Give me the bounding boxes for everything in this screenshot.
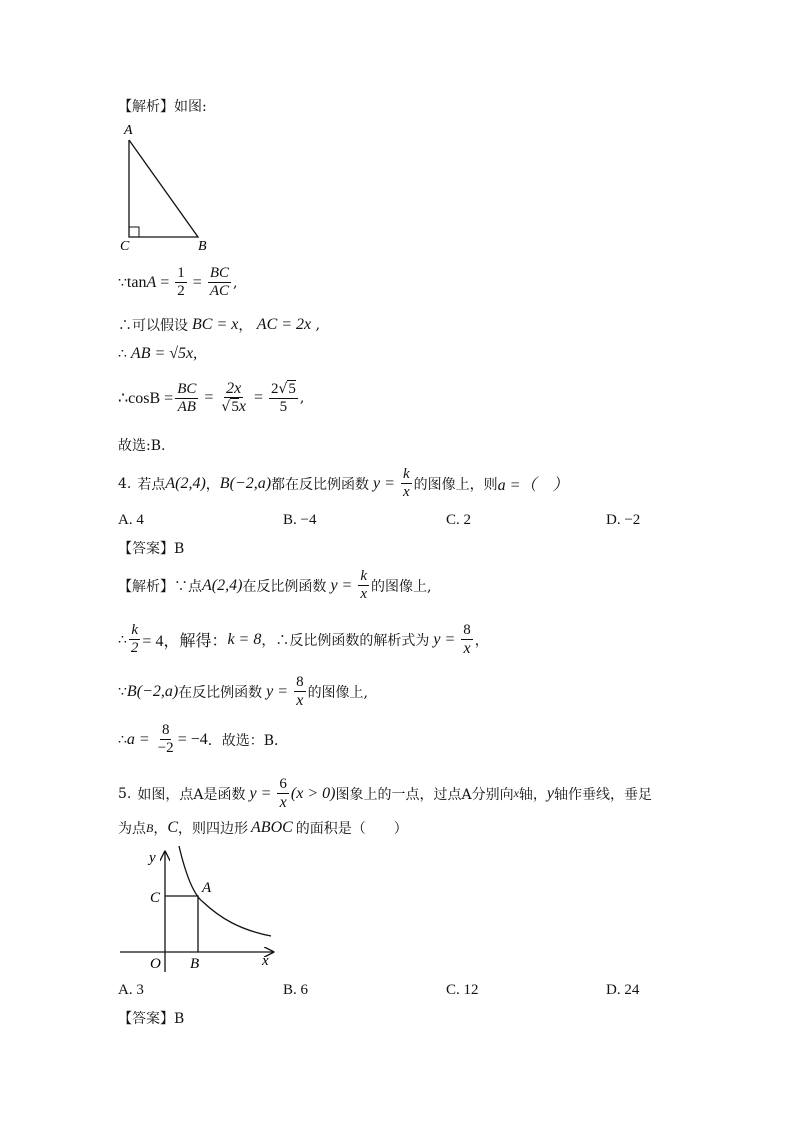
ab-line: ∴ AB = √5x, [118,345,198,362]
tan-equation: ∵ tan A = $\frac{1}{2}$ = $\frac{BC}{AC}$ , [118,265,238,299]
q5-options [118,982,678,1004]
cos-equation: ∴cosB = $\frac{BC}{AB}$ = $\frac{2x}{√5x}$ = $\frac{2√5}{5}$ , [118,380,305,415]
q4-options [118,512,678,534]
point-a-label: A [202,880,212,896]
q5-option-b: B. 6 [283,982,309,998]
question-5: 5. 如图，点A是函数 y = $\frac{6}{x}$ (x > 0) 图象上的一点，过点A分别向 x 轴， y 轴作垂线，垂足 [118,776,653,811]
q4-solution-1: 【解析】 ∵点 A(2,4) 在反比例函数 y = $\frac{k}{x}$ 的图像上, [118,568,432,602]
q5-option-d: D. 24 [606,982,640,998]
axis-x-label: x [262,953,269,969]
assume-line: ∴可以假设 BC = x ， AC = 2x , [118,316,321,334]
q4-option-a: A. 4 [118,512,144,528]
q4-option-c: C. 2 [446,512,472,528]
q4-answer: 【答案】B [118,541,185,557]
vertex-a-label: A [124,123,133,138]
hyperbola-figure [115,840,285,980]
origin-label: O [150,956,161,972]
vertex-b-label: B [198,239,207,254]
question-4: 4. 若点 A(2,4) ， B(−2,a) 都在反比例函数 y = $\frac{k}{x}$ 的图像上，则 a =（ ） [118,466,569,500]
point-c-label: C [150,890,161,906]
q4-solution-2: ∴ $\frac{k}{2}$ = 4，解得： k = 8 ，∴反比例函数的解析式为 y = $\frac{8}{x}$ ， [118,622,489,657]
axis-y-label: y [149,850,156,866]
right-triangle-figure [115,120,215,255]
question-5-line2: 为点 B ， C ，则四边形 ABOC 的面积是（ ） [118,819,408,837]
vertex-c-label: C [120,239,130,254]
q4-option-d: D. −2 [606,512,641,528]
q4-solution-3: ∵ B(−2,a) 在反比例函数 y = $\frac{8}{x}$ 的图像上, [118,674,369,709]
q5-option-c: C. 12 [446,982,479,998]
q4-solution-4: ∴ a = $\frac{8}{-2}$ = −4 ．故选：B． [118,722,289,756]
q4-option-b: B. −4 [283,512,317,528]
choose-b-text: 故选:B. [118,438,166,454]
q5-answer: 【答案】B [118,1011,185,1027]
analysis-heading: 【解析】如图: [118,99,207,115]
point-b-label: B [190,956,200,972]
q5-option-a: A. 3 [118,982,144,998]
